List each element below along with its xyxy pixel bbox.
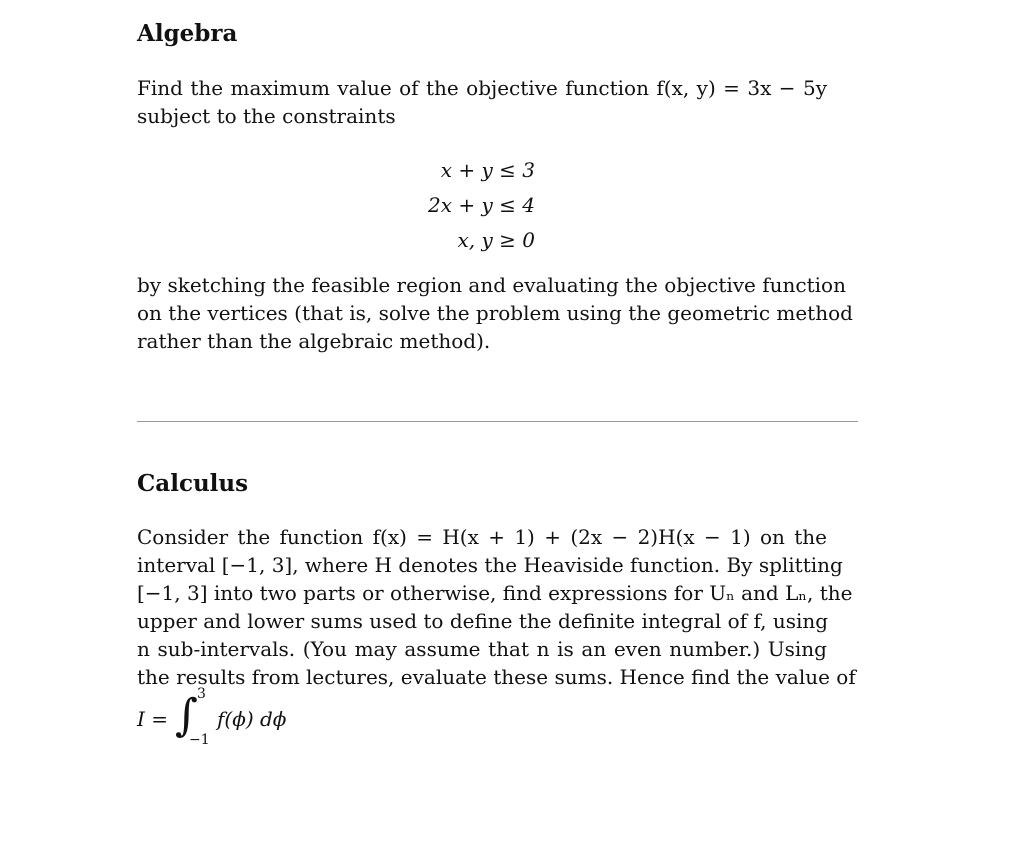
constraint-1: x + y ≤ 3 (440, 158, 535, 182)
calculus-line: Consider the function f(x) = H(x + 1) + (2x − 2)H(x − 1) on the (137, 525, 827, 549)
algebra-intro-line: Find the maximum value of the objective function f(x, y) = 3x − 5y (137, 76, 827, 100)
integral-lower-limit: −1 (189, 732, 210, 748)
algebra-intro-line: subject to the constraints (137, 104, 396, 128)
algebra-outro (137, 271, 853, 355)
constraint-2: 2x + y ≤ 4 (428, 193, 535, 217)
algebra-heading: Algebra (137, 20, 238, 47)
calculus-paragraph (137, 523, 856, 691)
calculus-line: n sub-intervals. (You may assume that n is an even number.) Using (137, 637, 827, 661)
integral-lhs: I = (137, 707, 169, 731)
algebra-intro (137, 74, 827, 130)
algebra-outro-line: by sketching the feasible region and evaluating the objective function (137, 273, 846, 297)
integral-upper-limit: 3 (197, 686, 206, 702)
calculus-line: the results from lectures, evaluate these sums. Hence find the value of (137, 665, 856, 689)
algebra-outro-line: rather than the algebraic method). (137, 329, 491, 353)
calculus-line: [−1, 3] into two parts or otherwise, find expressions for Uₙ and Lₙ, the (137, 581, 853, 605)
calculus-heading: Calculus (137, 470, 249, 497)
integral-integrand: f(ϕ) dϕ (217, 707, 287, 731)
constraints-block (380, 153, 535, 258)
constraint-3: x, y ≥ 0 (457, 228, 535, 252)
section-divider (137, 421, 858, 422)
calculus-line: upper and lower sums used to define the definite integral of f, using (137, 609, 829, 633)
calculus-line: interval [−1, 3], where H denotes the Heaviside function. By splitting (137, 553, 843, 577)
integral-sign-icon: ∫ (175, 690, 198, 741)
algebra-outro-line: on the vertices (that is, solve the problem using the geometric method (137, 301, 853, 325)
